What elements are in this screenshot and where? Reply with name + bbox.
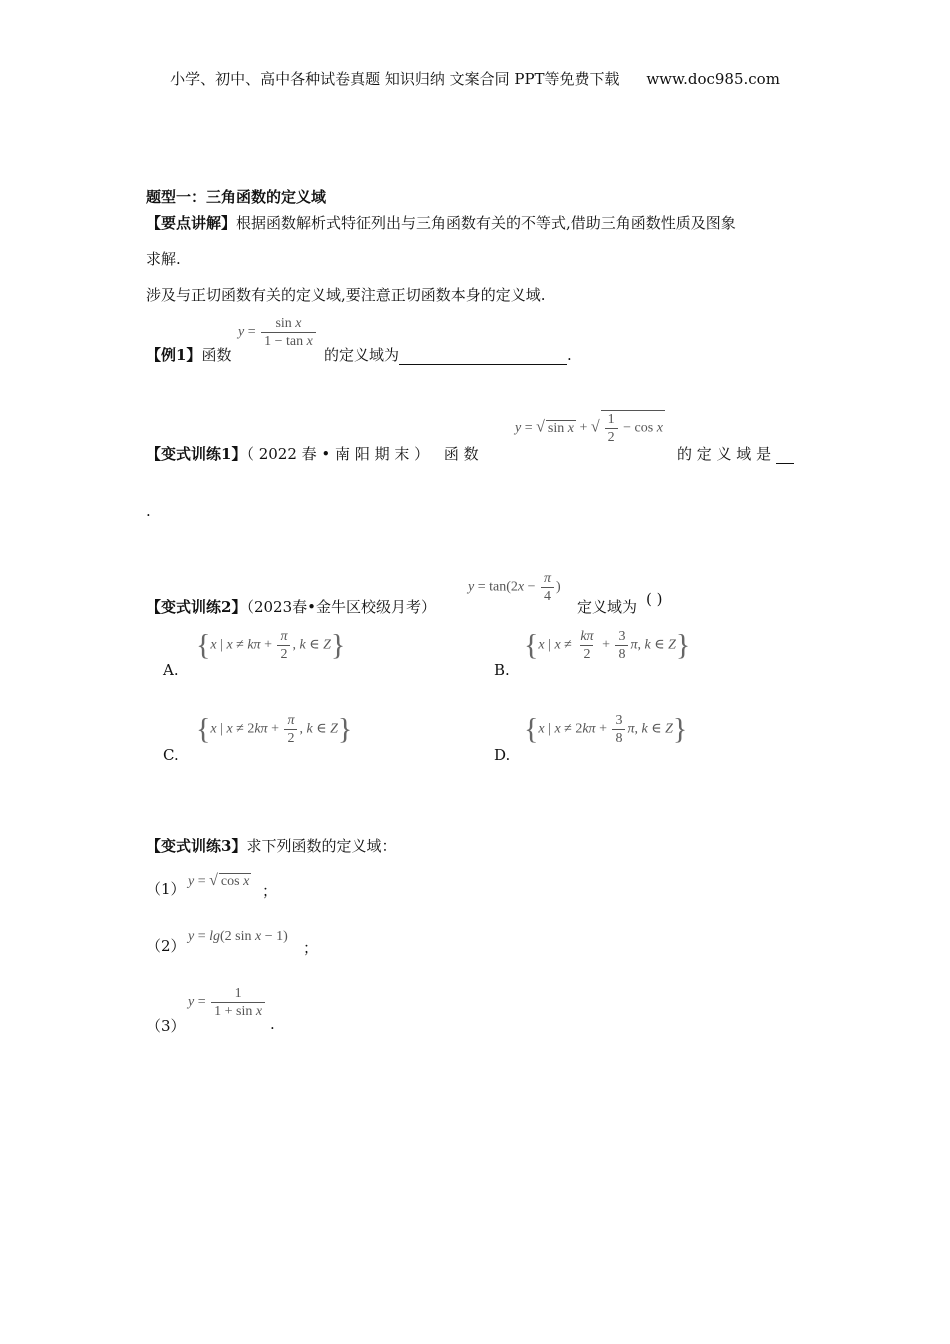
- page-header: [0, 68, 950, 89]
- key-points-line1: [146, 212, 736, 233]
- drill3-item3-num: （3）: [146, 1017, 186, 1035]
- drill3-item1-formula: y = √ cos x: [188, 872, 250, 889]
- example1-post: 的定义域为: [324, 346, 400, 364]
- key-points-tag: 【要点讲解】: [146, 214, 237, 232]
- drill3-prompt: 求下列函数的定义域：: [246, 837, 397, 855]
- header-site: www.doc985.com: [646, 70, 780, 88]
- drill3-item2-end: ；: [303, 939, 319, 957]
- drill2-post: 定义域为: [577, 598, 638, 616]
- drill1-suffix: [677, 443, 794, 464]
- drill1-post: 的 定 义 域 是: [677, 445, 772, 463]
- drill1-tag: 【变式训练1】: [146, 445, 247, 463]
- option-b-formula[interactable]: {x | x ≠ $\frac{k\pi}{2}$ + $\frac{3}{8}$ π, k ∈ Z}: [524, 628, 691, 662]
- example1-end: .: [567, 346, 572, 364]
- drill3-tag: 【变式训练3】: [146, 837, 247, 855]
- example1-tag: 【例1】: [146, 346, 202, 364]
- example1-pre: 函数: [201, 346, 232, 364]
- drill1-source: （ 2022 春 • 南 阳 期 末 ）: [246, 445, 430, 463]
- drill2-prefix: [146, 596, 436, 617]
- drill2-suffix: [577, 596, 637, 617]
- drill2-answer-paren[interactable]: ( ): [646, 590, 663, 608]
- drill1-answer-blank[interactable]: [776, 445, 794, 464]
- key-points-line2: 求解.: [146, 250, 181, 268]
- drill3-item1-num: （1）: [146, 880, 186, 898]
- drill1-formula: y = √ sin x + √ $\frac{1}{2}$ − cos x: [515, 412, 663, 445]
- option-c-label[interactable]: C.: [163, 746, 179, 764]
- drill3-prefix: [146, 835, 396, 856]
- example1-prefix: [146, 344, 231, 365]
- drill1-prefix: [146, 443, 479, 464]
- key-points-line3: 涉及与正切函数有关的定义域,要注意正切函数本身的定义域.: [146, 286, 546, 304]
- drill2-tag: 【变式训练2】: [146, 598, 247, 616]
- option-a-label[interactable]: A.: [163, 661, 179, 679]
- section-title: 题型一：三角函数的定义域: [146, 188, 327, 206]
- drill3-item2-formula: y = lg(2 sin x − 1): [188, 929, 288, 944]
- option-d-label[interactable]: D.: [494, 746, 511, 764]
- drill3-item2-num: （2）: [146, 937, 186, 955]
- example1-suffix: [324, 344, 572, 365]
- example1-answer-blank[interactable]: [399, 346, 567, 365]
- example1-formula: y = $\frac{\text{sin x}}{\text{1 − tan x}}$: [238, 315, 318, 350]
- header-text: 小学、初中、高中各种试卷真题 知识归纳 文案合同 PPT等免费下载: [170, 70, 620, 88]
- drill3-item3-end: .: [270, 1015, 275, 1033]
- option-a-formula[interactable]: {x | x ≠ kπ + $\frac{\pi}{2}$ , k ∈ Z}: [196, 628, 346, 662]
- drill3-item1-end: ；: [262, 882, 278, 900]
- drill3-item3-formula: y = $\frac{1}{\text{1 + sin x}}$: [188, 985, 267, 1020]
- drill1-pre: 函 数: [443, 445, 479, 463]
- option-b-label[interactable]: B.: [494, 661, 510, 679]
- drill2-source: （2023春•金牛区校级月考）: [246, 598, 436, 616]
- option-d-formula[interactable]: {x | x ≠ 2kπ + $\frac{3}{8}$ π, k ∈ Z}: [524, 712, 688, 746]
- option-c-formula[interactable]: {x | x ≠ 2kπ + $\frac{\pi}{2}$ , k ∈ Z}: [196, 712, 353, 746]
- key-points-text1: 根据函数解析式特征列出与三角函数有关的不等式,借助三角函数性质及图象: [236, 214, 736, 232]
- drill1-end: .: [146, 502, 151, 520]
- drill2-formula: y = tan(2x − $\frac{\pi}{4}$ ): [468, 571, 561, 604]
